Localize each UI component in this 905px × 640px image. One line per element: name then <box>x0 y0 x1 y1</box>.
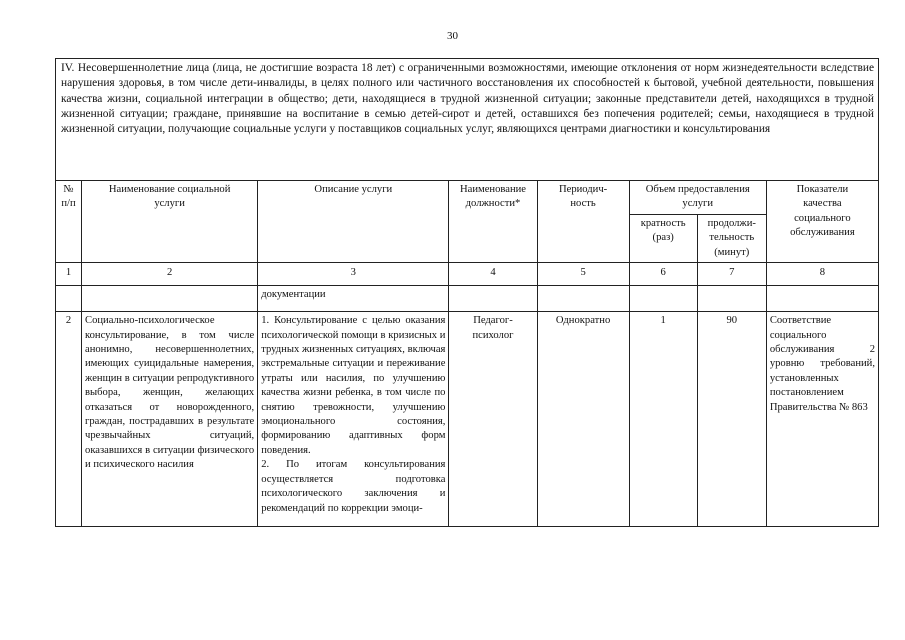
header-position: Наименование должности* <box>449 181 537 263</box>
header-frequency: кратность (раз) <box>629 215 697 263</box>
column-number: 2 <box>82 263 258 286</box>
row-description <box>258 312 449 527</box>
empty-cell <box>56 286 82 312</box>
empty-cell <box>537 286 629 312</box>
column-number: 5 <box>537 263 629 286</box>
column-number: 7 <box>697 263 766 286</box>
continuation-text: документации <box>258 286 449 312</box>
row-duration: 90 <box>697 312 766 527</box>
row-service-name: Социально-психологическое консультирование, в том числе анонимно, несовершеннолетних, имеющих суицидальные намерения, женщин в ситуации репродуктивного выбора, женщин, желающих отказаться от новорожденного, граждан, пострадавших в результате чрезвычайных ситуаций, оказавшихся в ситуации физического и психического насилия <box>82 312 258 527</box>
empty-cell <box>629 286 697 312</box>
description-item-2: 2. По итогам консультирования осуществляется подготовка психологического заключения и рекомендаций по коррекции эмоци- <box>261 459 446 514</box>
empty-cell <box>82 286 258 312</box>
section-header: IV. Несовершеннолетние лица (лица, не достигшие возраста 18 лет) с ограниченными возможностями, имеющие отклонения от норм жизнедеятельности вследствие нарушения здоровья, в том числе дети-инвалиды, в целях полного или частичного восстановления их способностей к бытовой, учебной деятельности, повышения качества жизни, социальной интеграции в общество; дети, находящиеся в трудной жизненной ситуации; законные представители детей, находящихся в трудной жизненной ситуации; граждане, принявшие на воспитание в семью детей-сирот и детей, оставшихся без попечения родителей; семьи, находящиеся в трудной жизненной ситуации, получающие социальные услуги у поставщиков социальных услуг, являющихся центрами диагностики и консультирования <box>61 62 874 136</box>
row-periodicity: Однократно <box>537 312 629 527</box>
empty-cell <box>449 286 537 312</box>
table-header-row <box>56 181 879 215</box>
column-number: 6 <box>629 263 697 286</box>
header-service-name: Наименование социальной услуги <box>82 181 258 263</box>
column-number: 3 <box>258 263 449 286</box>
header-duration: продолжи- тельность (минут) <box>697 215 766 263</box>
header-quality: Показатели качества социального обслуживания <box>766 181 878 263</box>
description-item-1: 1. Консультирование с целью оказания психологической помощи в кризисных и трудных жизненных ситуациях, включая экстремальные ситуации и переживание утраты или насилия, по улучшению качества жизни ребенка, в том числе по снятию тревожности, улучшению эмоционального состояния, формированию адаптивных форм поведения. <box>261 315 446 456</box>
empty-cell <box>697 286 766 312</box>
header-num: № п/п <box>56 181 82 263</box>
header-volume: Объем предоставления услуги <box>629 181 766 215</box>
column-number: 1 <box>56 263 82 286</box>
page-number: 30 <box>447 30 458 42</box>
header-description: Описание услуги <box>258 181 449 263</box>
column-number-row <box>56 263 879 286</box>
row-frequency: 1 <box>629 312 697 527</box>
empty-cell <box>766 286 878 312</box>
continuation-row <box>56 286 879 312</box>
column-number: 4 <box>449 263 537 286</box>
table-row <box>56 312 879 527</box>
services-table <box>55 180 879 527</box>
row-position: Педагог- психолог <box>449 312 537 527</box>
column-number: 8 <box>766 263 878 286</box>
row-quality: Соответствие социального обслуживания 2 уровню требований, установленных постановлением Правительства № 863 <box>766 312 878 527</box>
document-frame <box>55 58 879 527</box>
header-periodicity: Периодич- ность <box>537 181 629 263</box>
row-num: 2 <box>56 312 82 527</box>
